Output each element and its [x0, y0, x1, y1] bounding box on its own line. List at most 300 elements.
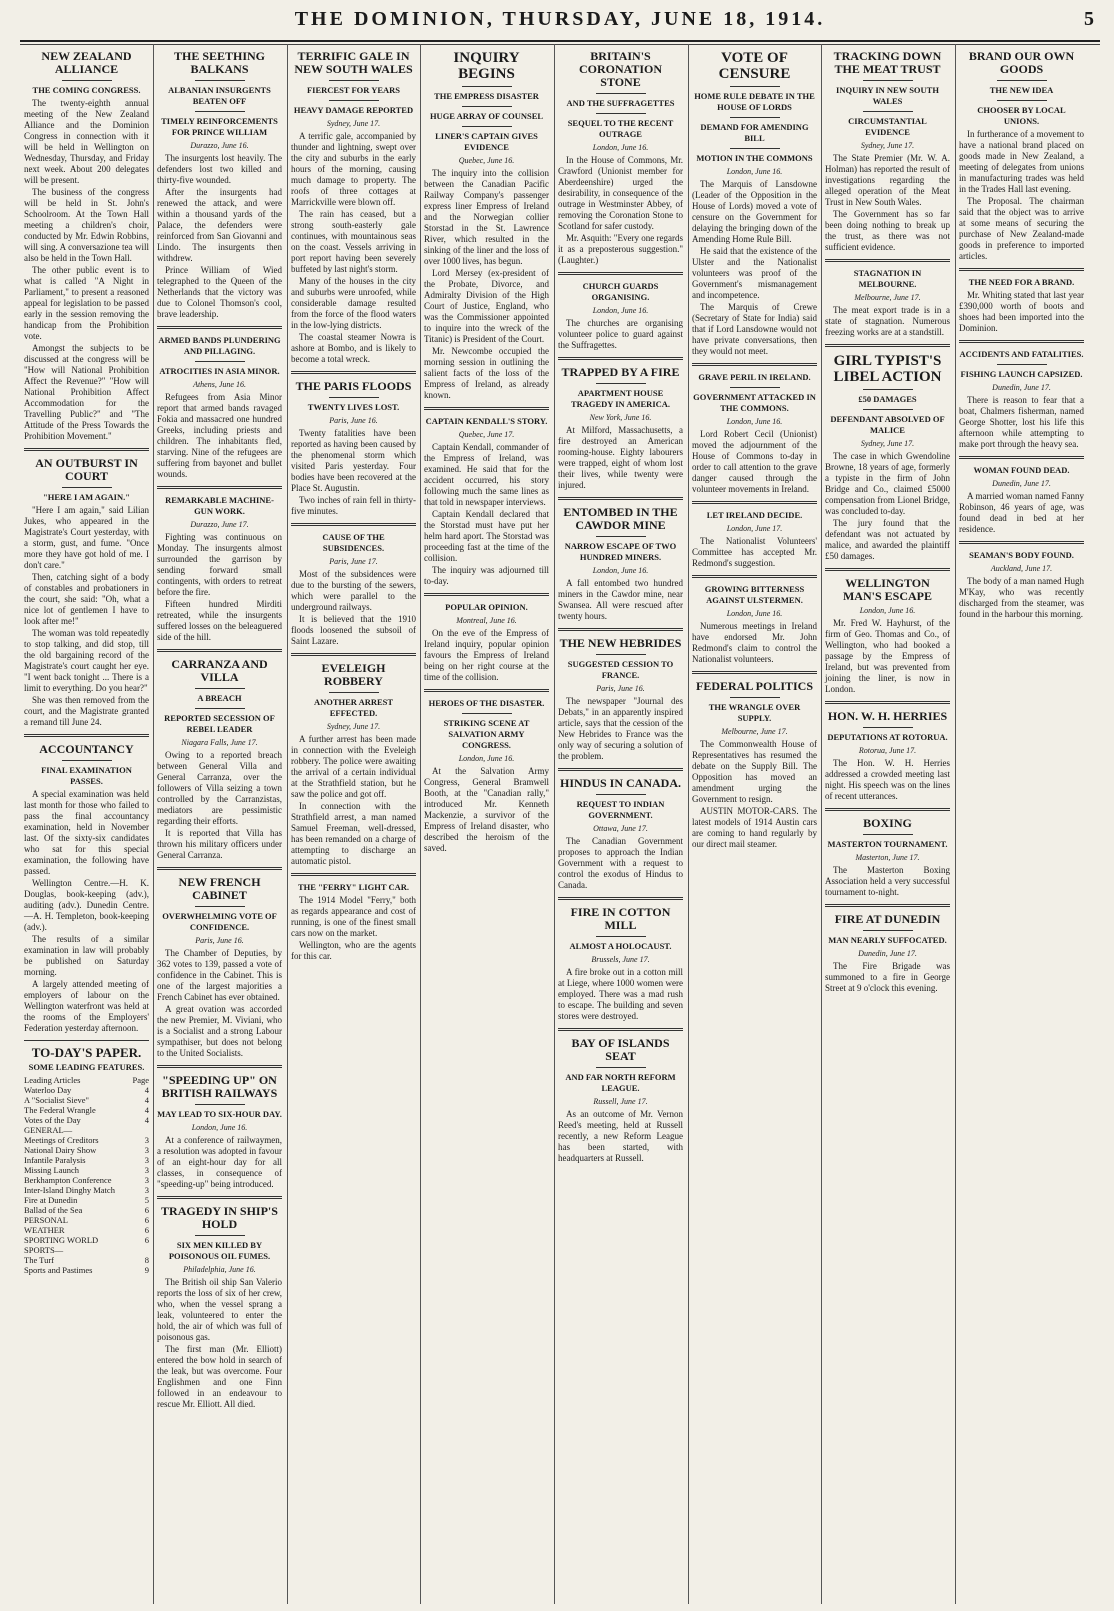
index-row — [24, 1235, 149, 1245]
index-item-page: 4 — [144, 1115, 149, 1125]
article — [24, 448, 149, 728]
article-headline: VOTE OF CENSURE — [718, 50, 791, 82]
article-body — [825, 305, 950, 338]
article-divider — [24, 448, 149, 451]
index-row — [24, 1125, 149, 1135]
article-headline: TRAGEDY IN SHIP'S HOLD — [161, 1204, 278, 1231]
article-dateline: London, June 16. — [726, 609, 783, 618]
index-row — [24, 1265, 149, 1275]
article-subheading: STRIKING SCENE AT SALVATION ARMY CONGRESS. — [443, 718, 530, 750]
article-subheading: DEFENDANT ABSOLVED OF MALICE — [830, 414, 945, 435]
article-paragraph: Many of the houses in the city and suburbs were unroofed, while considerable damage resulted from the force of the flood waters in the low-lying districts. — [291, 276, 416, 330]
column-5 — [554, 44, 687, 1604]
article-dateline: London, June 16. — [592, 306, 649, 315]
index-divider — [24, 1040, 149, 1041]
headline-rule — [195, 1235, 245, 1236]
article-paragraph: The Masterton Boxing Association held a very successful tournament to-night. — [825, 865, 950, 897]
article-subheading: THE EMPRESS DISASTER — [434, 91, 539, 101]
masthead — [20, 0, 1100, 42]
article-body — [24, 789, 149, 1034]
article-body — [558, 425, 683, 491]
article-paragraph: At Milford, Massachusetts, a fire destroyed an American rooming-house. Eighty labourers were trapped, eight of whom lost their lives, while twenty were injured. — [558, 425, 683, 490]
index-item-label: Infantile Paralysis — [24, 1155, 86, 1165]
article-paragraph: There is reason to fear that a boat, Chalmers fisherman, named George Shotter, lost his life this afternoon while attempting to make port through the heavy sea. — [959, 395, 1084, 449]
article-paragraph: He said that the existence of the Ulster and the Nationalist volunteers was proof of the Government's mismanagement and incompetence. — [692, 246, 817, 300]
article-divider — [157, 486, 282, 489]
index-item-label: Missing Launch — [24, 1165, 80, 1175]
article-paragraph: Prince William of Wied telegraphed to the Queen of the Netherlands that the victory was due to Colonel Thomson's cool, brave leadership. — [157, 265, 282, 319]
headline-rule — [730, 86, 780, 87]
article-paragraph: The woman was told repeatedly to stop talking, and did stop, till the old bargaining record of the Magistrate's court caught her eye. "I went back tonight ... There is a limit to everything. Do you hear?" — [24, 628, 149, 693]
article-dateline: London, June 16. — [726, 417, 783, 426]
article — [157, 1196, 282, 1410]
article — [959, 268, 1084, 334]
article-headline: NEW ZEALAND ALLIANCE — [41, 49, 132, 76]
article — [692, 671, 817, 850]
article-body — [558, 155, 683, 266]
index-row — [24, 1085, 149, 1095]
article-headline: FEDERAL POLITICS — [695, 679, 814, 693]
article-paragraph: The Chamber of Deputies, by 362 votes to 139, passed a vote of confidence in the Cabinet. This is one of the largest majorities a French Cabinet has ever obtained. — [157, 948, 282, 1002]
index-item-page: 4 — [144, 1095, 149, 1105]
article — [24, 50, 149, 442]
article-body — [291, 734, 416, 867]
article-divider — [558, 768, 683, 771]
article-subheading: ATROCITIES IN ASIA MINOR. — [159, 366, 280, 376]
index-row — [24, 1195, 149, 1205]
article-subheading: AND FAR NORTH REFORM LEAGUE. — [565, 1072, 676, 1093]
article-body — [558, 578, 683, 622]
article-subheading: TWENTY LIVES LOST. — [307, 402, 400, 412]
article-dateline: London, June 16. — [726, 167, 783, 176]
article-paragraph: The first man (Mr. Elliott) entered the bow hold in search of the leak, but was overcome. Four Englishmen and one Finn followed in an endeavour to rescue Mr. Elliott. All died. — [157, 1344, 282, 1409]
article-divider — [157, 867, 282, 870]
article-subheading: THE COMING CONGRESS. — [32, 85, 141, 95]
article-paragraph: The other public event is to what is called "A Night in Parliament," to present a reasoned appeal for legislation to be passed early in the session removing the handicap from the Prohibition vote. — [24, 265, 149, 341]
article-body — [825, 451, 950, 562]
article-subheading: SUGGESTED CESSION TO FRANCE. — [567, 659, 674, 680]
article-dateline: Ottawa, June 17. — [593, 824, 648, 833]
article-paragraph: Then, catching sight of a body of constables and probationers in the court, she said: "Oh, what a nice lot of gentlemen I have to look after me!" — [24, 572, 149, 626]
article-divider — [157, 1196, 282, 1199]
article-paragraph: The rain has ceased, but a strong south-easterly gale continues, with mountainous seas on the coast. Vessels arriving in port report having been severely buffeted by last night's storm. — [291, 209, 416, 274]
index-row — [24, 1115, 149, 1125]
index-item-label: A "Socialist Sieve" — [24, 1095, 90, 1105]
article-paragraph: A further arrest has been made in connection with the Eveleigh robbery. The police were awaiting the arrival of a certain individual at the Strathfield station, but he saw the police and got off. — [291, 734, 416, 799]
index-item-label: Berkhampton Conference — [24, 1175, 112, 1185]
article — [157, 1065, 282, 1190]
article-body — [692, 739, 817, 850]
article-paragraph: The results of a similar examination in law will probably be published on Saturday morning. — [24, 934, 149, 977]
article-headline: GRAVE PERIL IN IRELAND. — [698, 372, 811, 382]
article-dateline: Athens, June 16. — [193, 380, 246, 389]
article-body — [291, 569, 416, 647]
headline-rule — [329, 397, 379, 398]
article-body — [24, 98, 149, 442]
article-subheading: ANOTHER ARREST EFFECTED. — [313, 697, 394, 718]
article-paragraph: The jury found that the defendant was not actuated by malice, and awarded the plaintiff £50 damages. — [825, 518, 950, 561]
index-item-label: The Turf — [24, 1255, 54, 1265]
article-paragraph: She was then removed from the court, and the Magistrate granted a remand till June 24. — [24, 695, 149, 727]
article — [825, 50, 950, 253]
article-paragraph: The churches are organising volunteer police to guard against the Suffragettes. — [558, 318, 683, 350]
headline-rule — [997, 364, 1047, 365]
article-body — [291, 131, 416, 365]
article-paragraph: Two inches of rain fell in thirty-five minutes. — [291, 495, 416, 516]
article-dateline: Russell, June 17. — [593, 1097, 648, 1106]
article-body — [157, 948, 282, 1059]
article-dateline: London, June 16. — [592, 566, 649, 575]
article-subheading: £50 DAMAGES — [858, 394, 917, 404]
article-divider — [291, 873, 416, 876]
article-paragraph: Amongst the subjects to be discussed at the congress will be "How will National Prohibition Affect the Revenue?" "How will National Prohibition Affect Accommodation for the Travelling Public?" and "The Attitude of the Press Towards the Prohibition Movement." — [24, 343, 149, 441]
article-dateline: Quebec, June 16. — [458, 156, 515, 165]
article-subheading: LINER'S CAPTAIN GIVES EVIDENCE — [435, 131, 538, 152]
index-item-label: Meetings of Creditors — [24, 1135, 99, 1145]
article-dateline: Rotorua, June 17. — [858, 746, 917, 755]
article-headline: POPULAR OPINION. — [445, 602, 528, 612]
index-item-page: 6 — [144, 1205, 149, 1215]
index-item-page: 3 — [144, 1155, 149, 1165]
article-body — [24, 505, 149, 728]
article-paragraph: Fighting was continuous on Monday. The insurgents almost surrounded the garrison by sending forward small contingents, with orders to retreat before the fire. — [157, 532, 282, 597]
article-subheading: AND THE SUFFRAGETTES — [566, 98, 675, 108]
article-headline: GIRL TYPIST'S LIBEL ACTION — [833, 353, 942, 385]
article-paragraph: Wellington Centre.—H. K. Douglas, book-keeping (adv.), auditing (adv.). Dunedin Centre.—A. H. Templeton, book-keeping (adv.). — [24, 878, 149, 932]
article-paragraph: The 1914 Model "Ferry," both as regards appearance and cost of running, is one of the finest small cars now on the market. — [291, 895, 416, 938]
headline-rule — [596, 383, 646, 384]
headline-rule — [863, 111, 913, 112]
article — [558, 357, 683, 491]
article-subheading: HEAVY DAMAGE REPORTED — [293, 105, 414, 115]
article-dateline: London, June 17. — [726, 524, 783, 533]
article-paragraph: It is reported that Villa has thrown his military officers under General Carranza. — [157, 828, 282, 860]
article-headline: BRITAIN'S CORONATION STONE — [578, 49, 663, 89]
article-headline: CAUSE OF THE SUBSIDENCES. — [322, 532, 385, 553]
todays-paper-index — [24, 1040, 149, 1275]
article-divider — [558, 1028, 683, 1031]
article-body — [424, 168, 549, 401]
article-paragraph: On the eve of the Empress of Ireland inquiry, popular opinion favours the Empress of Ireland being on her right course at the time of the collision. — [424, 628, 549, 682]
article-subheading: SIX MEN KILLED BY POISONOUS OIL FUMES. — [168, 1240, 271, 1261]
article-subheading: MAN NEARLY SUFFOCATED. — [828, 935, 947, 945]
article-paragraph: The inquiry was adjourned till to-day. — [424, 565, 549, 586]
index-item-page: 6 — [144, 1215, 149, 1225]
headline-rule — [596, 93, 646, 94]
index-row — [24, 1105, 149, 1115]
headline-rule — [863, 409, 913, 410]
headline-rule — [195, 361, 245, 362]
article-subheading: GOVERNMENT ATTACKED IN THE COMMONS. — [693, 392, 816, 413]
index-item-label: Inter-Island Dinghy Match — [24, 1185, 115, 1195]
headline-rule — [329, 692, 379, 693]
article-body — [558, 696, 683, 762]
index-item-page: Page — [132, 1075, 149, 1085]
article-subheading: MOTION IN THE COMMONS — [696, 153, 813, 163]
article-dateline: Paris, June 16. — [329, 416, 378, 425]
article-dateline: London, June 16. — [592, 143, 649, 152]
article-paragraph: In furtherance of a movement to have a national brand placed on goods made in New Zealand, a meeting of delegates from unions in manufacturing trades was held in the Trades Hall last evening. — [959, 129, 1084, 194]
article-headline: GROWING BITTERNESS AGAINST ULSTERMEN. — [704, 584, 805, 605]
index-item-label: The Federal Wrangle — [24, 1105, 96, 1115]
headline-rule — [596, 794, 646, 795]
article-subheading: ALBANIAN INSURGENTS BEATEN OFF — [168, 85, 271, 106]
article-divider — [558, 497, 683, 500]
article-dateline: Sydney, June 17. — [860, 439, 915, 448]
index-item-label: Waterloo Day — [24, 1085, 72, 1095]
article — [424, 407, 549, 587]
article-divider — [291, 523, 416, 526]
headline-rule — [863, 727, 913, 728]
index-row — [24, 1225, 149, 1235]
article — [291, 371, 416, 517]
index-item-label: Sports and Pastimes — [24, 1265, 93, 1275]
column-3 — [287, 44, 420, 1604]
article-body — [424, 766, 549, 854]
article-body — [959, 129, 1084, 262]
article — [825, 904, 950, 994]
article-paragraph: The Fire Brigade was summoned to a fire in George Street at 9 o'clock this evening. — [825, 961, 950, 993]
index-row — [24, 1205, 149, 1215]
article-paragraph: The Marquis of Crewe (Secretary of State for India) said that if Lord Lansdowne would not have private conversations, then they would not meet. — [692, 302, 817, 356]
article-body — [291, 895, 416, 962]
article-paragraph: The twenty-eighth annual meeting of the New Zealand Alliance and the Dominion Congress in connection with it will be held in Wellington on Wednesday, Thursday, and Friday next week. About 200 delegates will be present. — [24, 98, 149, 185]
article-dateline: Melbourne, June 17. — [854, 293, 921, 302]
article-headline: CHURCH GUARDS ORGANISING. — [582, 281, 659, 302]
column-4 — [420, 44, 553, 1604]
index-item-label: PERSONAL — [24, 1215, 68, 1225]
column-2 — [153, 44, 286, 1604]
headline-rule — [329, 80, 379, 81]
article-divider — [825, 259, 950, 262]
index-item-label: SPORTING WORLD — [24, 1235, 99, 1245]
article-paragraph: At a conference of railwaymen, a resolution was adopted in favour of an eight-hour day for all classes, in consequence of "speeding-up" being introduced. — [157, 1135, 282, 1189]
article-headline: BAY OF ISLANDS SEAT — [571, 1036, 670, 1063]
article-dateline: Sydney, June 17. — [860, 141, 915, 150]
article-headline: ARMED BANDS PLUNDERING AND PILLAGING. — [158, 335, 281, 356]
article-dateline: Montreal, June 16. — [456, 616, 517, 625]
page-number: 5 — [1084, 8, 1094, 30]
article-subheading: HUGE ARRAY OF COUNSEL — [429, 111, 544, 121]
article-paragraph: Lord Robert Cecil (Unionist) moved the adjournment of the House of Commons to-day in order to call attention to the grave danger caused through the volunteer movements in Ireland. — [692, 429, 817, 494]
index-item-page: 8 — [144, 1255, 149, 1265]
article — [157, 326, 282, 480]
article-subheading: REPORTED SECESSION OF REBEL LEADER — [164, 713, 275, 734]
headline-rule — [997, 100, 1047, 101]
index-item-label: National Dairy Show — [24, 1145, 97, 1155]
article-paragraph: A married woman named Fanny Robinson, 46 years of age, was found dead in bed at her residence. — [959, 491, 1084, 534]
column-7 — [821, 44, 954, 1604]
article-divider — [424, 689, 549, 692]
article-dateline: Dunedin, June 17. — [992, 479, 1051, 488]
article-paragraph: Numerous meetings in Ireland have endorsed Mr. John Redmond's claim to control the Nationalist volunteers. — [692, 621, 817, 664]
article-subheading: FISHING LAUNCH CAPSIZED. — [960, 369, 1083, 379]
article-dateline: New York, June 16. — [589, 413, 652, 422]
article-paragraph: Captain Kendall, commander of the Empress of Ireland, was examined. He said that for the accident occurred, his story following much the same lines as that told in newspaper interviews. — [424, 442, 549, 507]
article-headline: FIRE AT DUNEDIN — [834, 912, 941, 926]
article-divider — [692, 501, 817, 504]
article — [558, 497, 683, 622]
article-paragraph: The meat export trade is in a state of stagnation. Numerous freezing works are at a standstill. — [825, 305, 950, 337]
headline-rule — [195, 111, 245, 112]
article-paragraph: In the House of Commons, Mr. Crawford (Unionist member for Aberdeenshire) urged the desirability, in consequence of the outrage in Westminster Abbey, of removing the Coronation Stone to Scotland for safer custody. — [558, 155, 683, 231]
newspaper-title: THE DOMINION, THURSDAY, JUNE 18, 1914. — [294, 8, 826, 30]
article-dateline: London, June 16. — [191, 1123, 248, 1132]
headline-rule — [62, 487, 112, 488]
article-paragraph: A fall entombed two hundred miners in the Cawdor mine, near Swansea. All were rescued after twenty hours. — [558, 578, 683, 621]
headline-rule — [596, 654, 646, 655]
article-paragraph: Owing to a reported breach between General Villa and General Carranza, over the followers of Villa seizing a town controlled by the Carranzistas, mediators are pessimistic regarding their efforts. — [157, 750, 282, 826]
column-1 — [20, 44, 153, 1604]
index-row — [24, 1245, 149, 1255]
article — [692, 575, 817, 665]
article-divider — [558, 272, 683, 275]
article-headline: "SPEEDING UP" ON BRITISH RAILWAYS — [161, 1073, 278, 1100]
article-paragraph: The body of a man named Hugh M'Kay, who was recently discharged from the steamer, was found in the harbour this morning. — [959, 576, 1084, 619]
index-item-page: 9 — [144, 1265, 149, 1275]
article-headline: STAGNATION IN MELBOURNE. — [853, 268, 922, 289]
article-body — [157, 1135, 282, 1190]
article-headline: TRACKING DOWN THE MEAT TRUST — [833, 49, 942, 76]
article — [825, 808, 950, 898]
headline-rule — [863, 930, 913, 931]
article-subheading: THE NEW IDEA — [989, 85, 1054, 95]
article-paragraph: The British oil ship San Valerio reports the loss of six of her crew, who, when the vessel sprang a leak, volunteered to enter the hold, the air of which was full of poisonous gas. — [157, 1277, 282, 1342]
article-headline: ACCOUNTANCY — [39, 742, 134, 756]
article-headline: SEAMAN'S BODY FOUND. — [969, 550, 1074, 560]
article-paragraph: "Here I am again," said Lilian Jukes, who appeared in the Magistrate's Court yesterday, with a storm, gust, and fume. "Once more they have got hold of me. I don't care." — [24, 505, 149, 570]
article-paragraph: The Canadian Government proposes to approach the Indian Government with a request to control the exodus of Hindus to Canada. — [558, 836, 683, 890]
article-paragraph: Refugees from Asia Minor report that armed bands ravaged Fokia and massacred one hundred Greeks, including priests and children. The inhabitants fled, starving. Nine of the refugees are suffering from bayonet and bullet wounds. — [157, 392, 282, 479]
article — [291, 873, 416, 962]
headline-rule — [195, 688, 245, 689]
article-paragraph: AUSTIN MOTOR-CARS. The latest models of 1914 Austin cars are coming to hand regularly by our direct mail steamer. — [692, 806, 817, 849]
article-paragraph: The coastal steamer Nowra is ashore at Bombo, and is likely to become a total wreck. — [291, 332, 416, 364]
article-dateline: Brussels, June 17. — [591, 955, 650, 964]
headline-rule — [462, 713, 512, 714]
article-paragraph: Captain Kendall declared that the Storstad must have put her helm hard aport. The Storstad was proceeding fast at the time of the collision. — [424, 509, 549, 563]
article-body — [825, 961, 950, 994]
article — [959, 340, 1084, 450]
index-row — [24, 1185, 149, 1195]
article-divider — [558, 357, 683, 360]
article-subheading: DEMAND FOR AMENDING BILL — [700, 122, 809, 143]
article-dateline: Paris, June 17. — [329, 557, 378, 566]
article-subheading: OVERWHELMING VOTE OF CONFIDENCE. — [162, 911, 277, 932]
article-paragraph: The Proposal. The chairman said that the object was to arrive at some means of securing the purchase of New Zealand-made goods in preference to imported articles. — [959, 196, 1084, 261]
article-paragraph: A terrific gale, accompanied by thunder and lightning, swept over the city and suburbs in the early hours of the morning, causing much damage to property. The roofs of three cottages at Marrickville were blown off. — [291, 131, 416, 207]
article-paragraph: The case in which Gwendoline Browne, 18 years of age, formerly a typiste in the firm of John Bridge and Co., claimed £5000 compensation from Lionel Bridge, was concluded to-day. — [825, 451, 950, 516]
headline-rule — [863, 389, 913, 390]
article-dateline: Paris, June 16. — [596, 684, 645, 693]
headline-rule — [863, 834, 913, 835]
article-subheading: THE WRANGLE OVER SUPPLY. — [708, 702, 801, 723]
article-divider — [291, 653, 416, 656]
headline-rule — [62, 760, 112, 761]
article — [558, 768, 683, 891]
article-subheading: ALMOST A HOLOCAUST. — [569, 941, 672, 951]
article-dateline: Dunedin, June 17. — [992, 383, 1051, 392]
article-dateline: Durazzo, June 16. — [190, 141, 249, 150]
headline-rule — [195, 1104, 245, 1105]
article-paragraph: Mr. Newcombe occupied the morning session in outlining the salient facts of the loss of the Empress of Ireland, as already known. — [424, 346, 549, 400]
article-divider — [959, 541, 1084, 544]
article-headline: BOXING — [863, 816, 912, 830]
article — [424, 689, 549, 854]
article-headline: FIRE IN COTTON MILL — [570, 905, 671, 932]
article-divider — [157, 649, 282, 652]
article-subheading: "HERE I AM AGAIN." — [43, 492, 130, 502]
article-body — [291, 428, 416, 517]
article-subheading: TIMELY REINFORCEMENTS FOR PRINCE WILLIAM — [161, 116, 278, 137]
article-divider — [424, 407, 549, 410]
article-body — [692, 536, 817, 569]
article-divider — [825, 568, 950, 571]
article — [825, 344, 950, 562]
article-divider — [825, 808, 950, 811]
article-divider — [959, 268, 1084, 271]
article-headline: TERRIFIC GALE IN NEW SOUTH WALES — [294, 49, 413, 76]
index-item-label: Ballad of the Sea — [24, 1205, 83, 1215]
index-item-label: Leading Articles — [24, 1075, 81, 1085]
article-dateline: Auckland, June 17. — [990, 564, 1053, 573]
article-paragraph: The inquiry into the collision between the Canadian Pacific Railway Company's passenger express liner Empress of Ireland and the Norwegian collier Storstad in the St. Lawrence River, which resulted in the sinking of the liner and the loss of over 1000 lives, has begun. — [424, 168, 549, 266]
article-body — [558, 836, 683, 891]
article-headline: WELLINGTON MAN'S ESCAPE — [842, 576, 932, 603]
article — [558, 1028, 683, 1164]
article-subheading: DEPUTATIONS AT ROTORUA. — [827, 732, 948, 742]
article-headline: THE NEW HEBRIDES — [559, 636, 682, 650]
article-dateline: Durazzo, June 17. — [190, 520, 249, 529]
article-divider — [825, 344, 950, 347]
article-dateline: Sydney, June 17. — [326, 119, 381, 128]
article-dateline: Paris, June 16. — [195, 936, 244, 945]
article-paragraph: Mr. Fred W. Hayhurst, of the firm of Geo. Thomas and Co., of Wellington, who had booked a passage by the Empress of Ireland, but was prevented from joining the liner, is now in London. — [825, 618, 950, 694]
headline-rule — [730, 697, 780, 698]
index-row — [24, 1075, 149, 1085]
article-subheading: NARROW ESCAPE OF TWO HUNDRED MINERS. — [564, 541, 677, 562]
headline-rule — [997, 80, 1047, 81]
headline-rule — [596, 1067, 646, 1068]
column-8 — [955, 44, 1088, 1604]
article-subheading: HOME RULE DEBATE IN THE HOUSE OF LORDS — [694, 91, 815, 112]
index-row — [24, 1155, 149, 1165]
article-paragraph: Most of the subsidences were due to the bursting of the sewers, which were parallel to the underground railways. — [291, 569, 416, 612]
article-divider — [157, 326, 282, 329]
article — [157, 486, 282, 643]
index-item-page: 5 — [144, 1195, 149, 1205]
article — [558, 50, 683, 266]
article-headline: EVELEIGH ROBBERY — [321, 661, 386, 688]
index-item-page: 3 — [144, 1165, 149, 1175]
article-subheading: A BREACH — [197, 693, 242, 703]
headline-rule — [329, 100, 379, 101]
article-dateline: London, June 16. — [458, 754, 515, 763]
article-paragraph: Lord Mersey (ex-president of the Probate, Divorce, and Admiralty Division of the High Court of Justice, England, who was the Commissioner appointed to inquire into the wreck of the Titanic) is President of the Court. — [424, 268, 549, 344]
article-divider — [825, 904, 950, 907]
article — [692, 363, 817, 495]
article-body — [558, 1109, 683, 1164]
article-body — [558, 967, 683, 1022]
article-headline: THE "FERRY" LIGHT CAR. — [298, 882, 409, 892]
headline-rule — [596, 536, 646, 537]
article — [692, 50, 817, 357]
article-body — [558, 318, 683, 351]
article-headline: WOMAN FOUND DEAD. — [973, 465, 1070, 475]
article-dateline: Melbourne, June 17. — [721, 727, 788, 736]
index-item-label: GENERAL— — [24, 1125, 73, 1135]
article-headline: INQUIRY BEGINS — [453, 50, 520, 82]
